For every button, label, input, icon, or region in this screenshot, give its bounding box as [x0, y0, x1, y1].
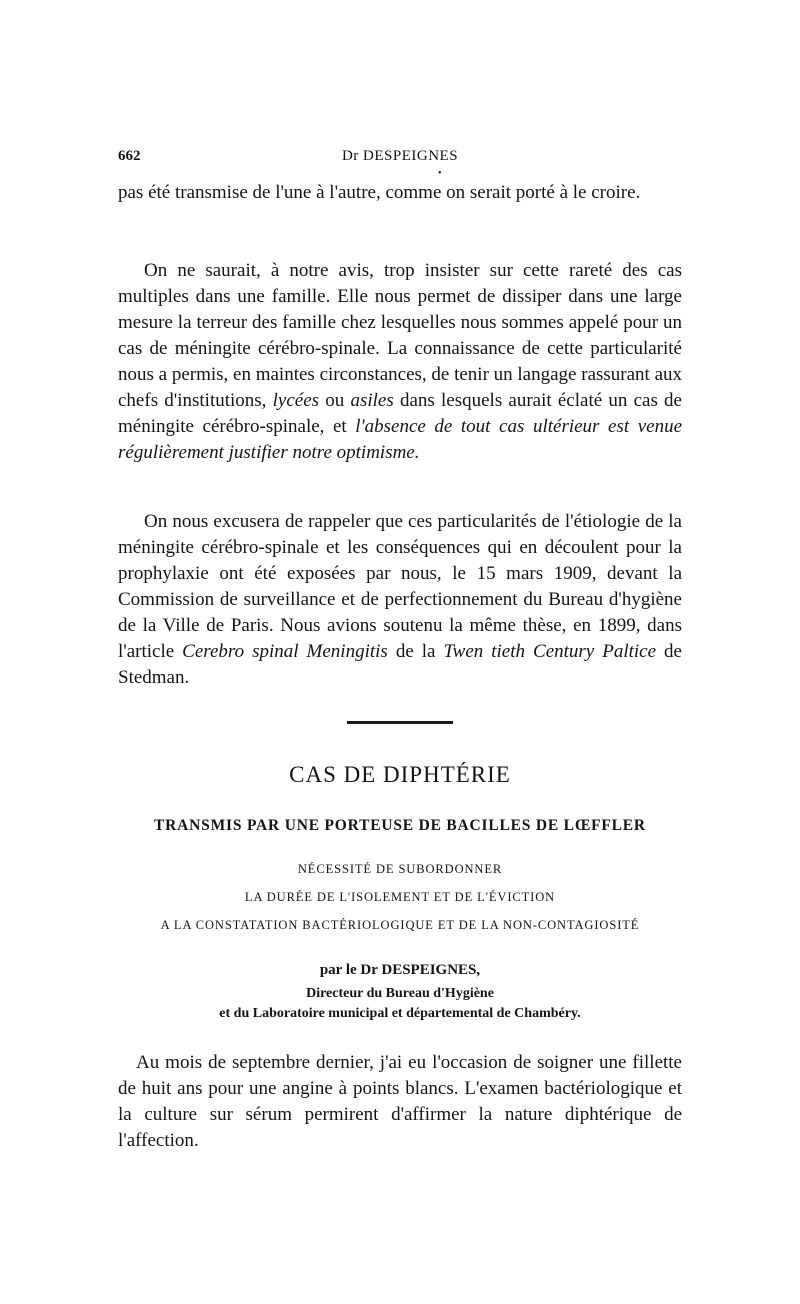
continuation-text: pas été transmise de l'une à l'autre, comme on serait porté à le croire. — [118, 182, 641, 203]
section-subtitle: TRANSMIS PAR UNE PORTEUSE DE BACILLES DE LŒFFLER — [154, 817, 646, 834]
section-note-line-2: LA DURÉE DE L'ISOLEMENT ET DE L'ÉVICTION — [244, 890, 556, 904]
case-paragraph-text: Au mois de septembre dernier, j'ai eu l'occasion de soigner une fillette de huit ans pour une angine à points blancs. L'examen bactériologique et la culture sur sérum permirent d'affirmer la nature diphtérique de l'affection. — [118, 1052, 682, 1151]
section-divider-rule — [347, 721, 453, 724]
excuse-article-title: Cerebro spinal Meningitis — [182, 641, 388, 662]
rarity-text-ou: ou — [319, 390, 351, 411]
rarity-italic-asiles: asiles — [350, 390, 394, 411]
section-note-line-3: A LA CONSTATATION BACTÉRIOLOGIQUE ET DE LA NON-CONTAGIOSITÉ — [160, 918, 640, 932]
continuation-paragraph — [118, 180, 682, 206]
affiliation-line-2: et du Laboratoire municipal et départemental de Chambéry. — [219, 1006, 581, 1021]
header-dot-mark: • — [438, 168, 442, 179]
excuse-text-end: de Stedman. — [118, 641, 682, 688]
rarity-text-a: On ne saurait, à notre avis, trop insister sur cette rareté des cas multiples dans une famille. Elle nous permet de dissiper dans une large mesure la terreur des famille chez lesquelles nous sommes appelé pour un cas de méningite cérébro-spinale. La connaissance de cette particularité nous a permis, en maintes circonstances, de tenir un langage rassurant aux chefs d'institutions, — [118, 260, 683, 411]
excuse-text-de: de la — [387, 641, 444, 662]
author-line: par le Dr DESPEIGNES, — [319, 962, 481, 978]
page-header — [118, 148, 682, 179]
rarity-text-b: dans lesquels aurait éclaté un cas de méningite cérébro-spinale, et — [118, 390, 682, 437]
rarity-italic-lycees: lycées — [272, 390, 320, 411]
excuse-book-title: Twen tieth Century Paltice — [443, 641, 657, 662]
rarity-paragraph-text — [118, 258, 682, 466]
section-title: CAS DE DIPHTÉRIE — [289, 762, 511, 787]
excuse-paragraph-text — [118, 509, 682, 691]
excuse-paragraph — [118, 509, 682, 691]
page-number: 662 — [118, 148, 141, 164]
affiliation-line-1: Directeur du Bureau d'Hygiène — [306, 986, 494, 1001]
rarity-italic-end: l'absence de tout cas ultérieur est venue régulièrement justifier notre optimisme. — [118, 416, 682, 463]
section-note-line-1: NÉCESSITÉ DE SUBORDONNER — [297, 862, 503, 876]
case-paragraph — [118, 1050, 682, 1154]
excuse-text-a: On nous excusera de rappeler que ces particularités de l'étiologie de la méningite cérébro-spinale et les conséquences qui en découlent pour la prophylaxie ont été exposées par nous, le 15 mars 1909, devant la Commission de surveillance et de perfectionnement du Bureau d'hygiène de la Ville de Paris. Nous avions soutenu la même thèse, en 1899, dans l'article — [118, 511, 682, 662]
rarity-paragraph — [118, 258, 682, 466]
running-head: Dr DESPEIGNES — [341, 148, 459, 164]
